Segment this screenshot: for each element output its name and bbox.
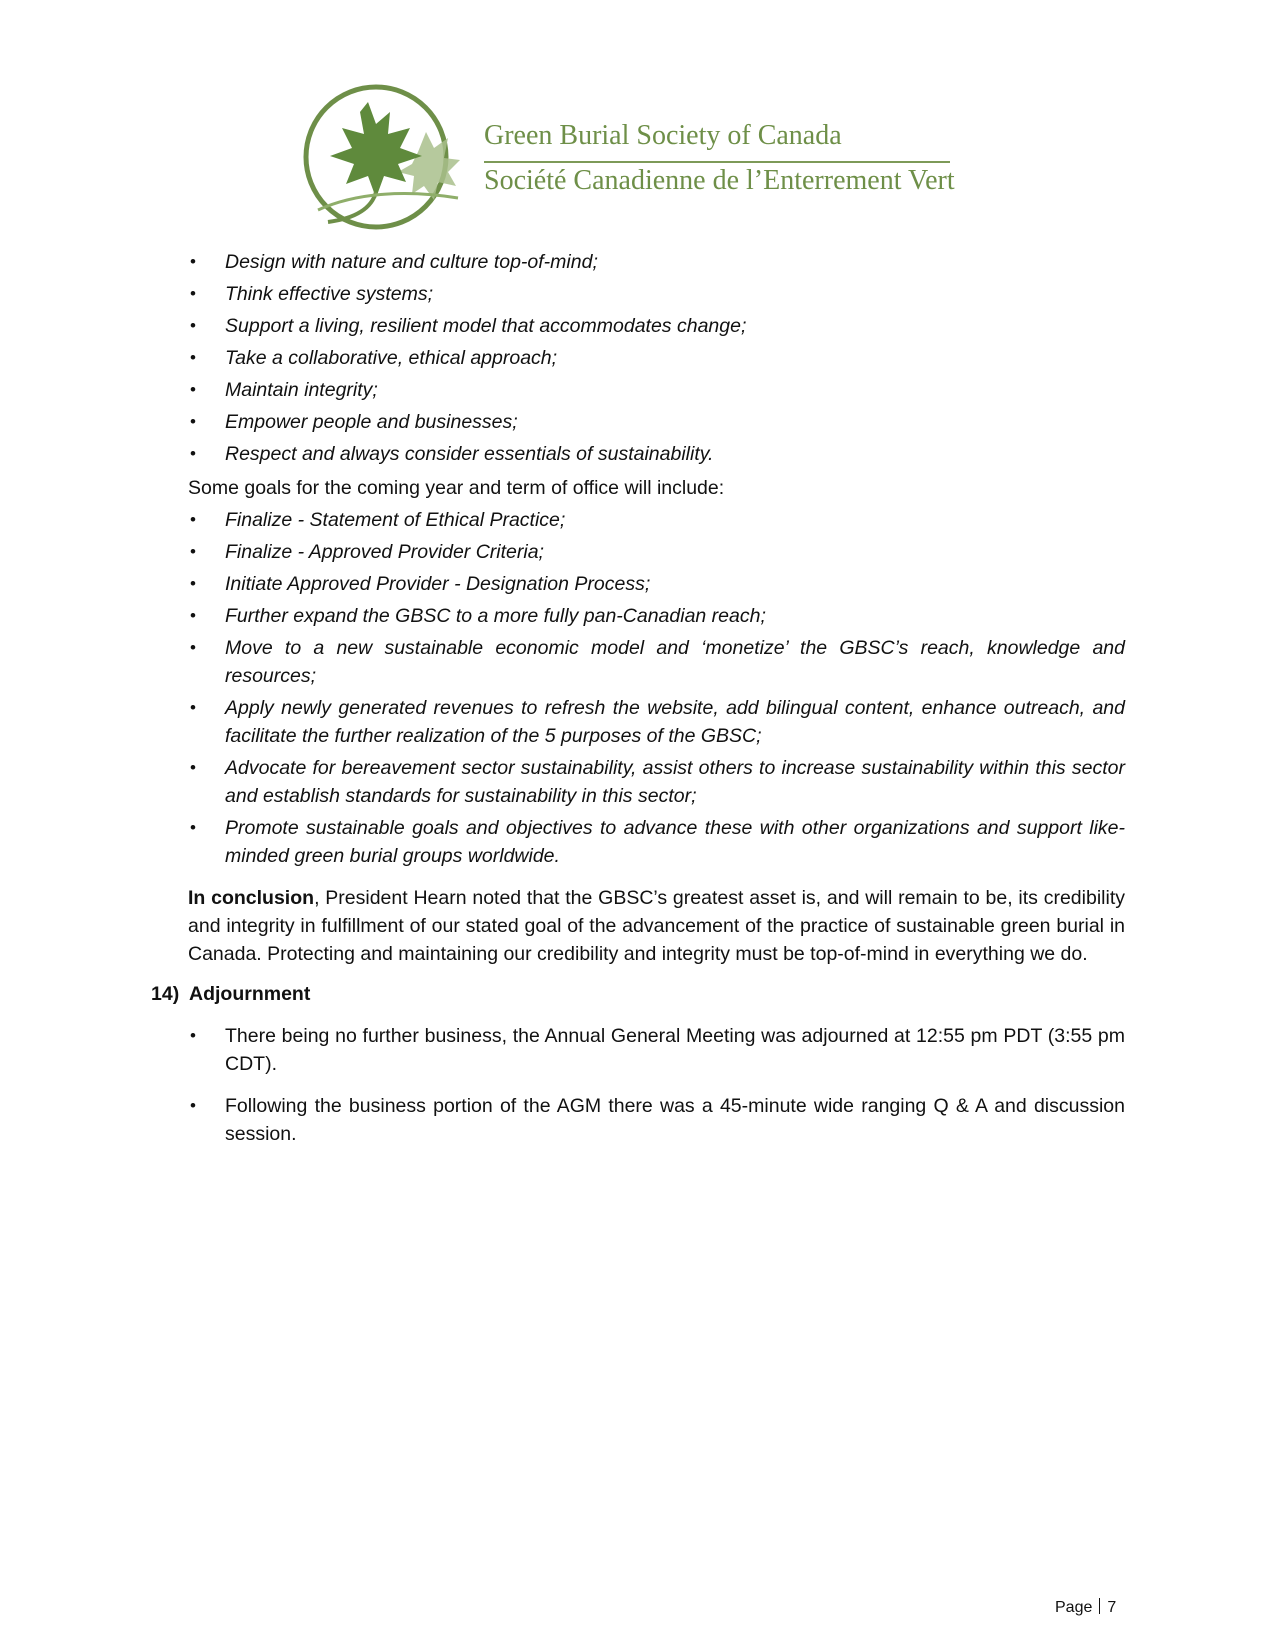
adjournment-list	[188, 1022, 1125, 1148]
logo-divider	[484, 161, 950, 163]
list-item: • Move to a new sustainable economic model and ‘monetize’ the GBSC’s reach, knowledge and resources;	[188, 634, 1125, 690]
list-item: • Design with nature and culture top-of-mind;	[188, 248, 1125, 276]
bullet-icon: •	[190, 444, 196, 463]
bullet-icon: •	[190, 1026, 196, 1045]
page-number: 7	[1107, 1599, 1117, 1616]
section-heading-adjournment	[151, 980, 1125, 1008]
list-item: • Finalize - Approved Provider Criteria;	[188, 538, 1125, 566]
conclusion-paragraph	[188, 884, 1125, 968]
bullet-icon: •	[190, 348, 196, 367]
maple-leaf-emblem-icon	[298, 72, 488, 247]
goals-list	[188, 506, 1125, 870]
bullet-icon: •	[190, 412, 196, 431]
bullet-icon: •	[190, 698, 196, 717]
principles-list	[188, 248, 1125, 468]
list-item: • There being no further business, the Annual General Meeting was adjourned at 12:55 pm PDT (3:55 pm CDT).	[188, 1022, 1125, 1078]
bullet-icon: •	[190, 574, 196, 593]
org-name-french: Société Canadienne de l’Enterrement Vert	[484, 165, 955, 196]
bullet-icon: •	[190, 606, 196, 625]
list-item: • Further expand the GBSC to a more fully pan-Canadian reach;	[188, 602, 1125, 630]
section-number: 14)	[151, 983, 180, 1005]
footer-separator	[1099, 1598, 1100, 1614]
bullet-icon: •	[190, 758, 196, 777]
bullet-icon: •	[190, 316, 196, 335]
section-title: Adjournment	[189, 983, 311, 1005]
society-logo	[298, 72, 978, 247]
bullet-icon: •	[190, 638, 196, 657]
page-label: Page	[1055, 1599, 1093, 1616]
bullet-icon: •	[190, 1096, 196, 1115]
list-item: • Take a collaborative, ethical approach;	[188, 344, 1125, 372]
bullet-icon: •	[190, 252, 196, 271]
list-item: • Empower people and businesses;	[188, 408, 1125, 436]
list-item: • Apply newly generated revenues to refresh the website, add bilingual content, enhance outreach, and facilitate the further realization of the 5 purposes of the GBSC;	[188, 694, 1125, 750]
bullet-icon: •	[190, 284, 196, 303]
bullet-icon: •	[190, 818, 196, 837]
document-body	[151, 248, 1125, 1162]
list-item: • Finalize - Statement of Ethical Practice;	[188, 506, 1125, 534]
goals-intro: Some goals for the coming year and term of office will include:	[188, 477, 725, 499]
list-item: • Respect and always consider essentials of sustainability.	[188, 440, 1125, 468]
list-item: • Promote sustainable goals and objectives to advance these with other organizations and support like- minded green burial groups worldwide.	[188, 814, 1125, 870]
list-item: • Support a living, resilient model that accommodates change;	[188, 312, 1125, 340]
list-item: • Initiate Approved Provider - Designation Process;	[188, 570, 1125, 598]
org-name-english: Green Burial Society of Canada	[484, 120, 842, 151]
list-item: • Advocate for bereavement sector sustainability, assist others to increase sustainability within this sector and establish standards for sustainability in this sector;	[188, 754, 1125, 810]
bullet-icon: •	[190, 510, 196, 529]
conclusion-text: , President Hearn noted that the GBSC’s greatest asset is, and will remain to be, its credibility and integrity in fulfillment of our stated goal of the advancement of the practice of sustainable green burial in Canada. Protecting and maintaining our credibility and integrity must be top-of-mind in everything we do.	[188, 887, 1125, 965]
list-item: • Maintain integrity;	[188, 376, 1125, 404]
bullet-icon: •	[190, 380, 196, 399]
page-footer	[1055, 1598, 1116, 1617]
bullet-icon: •	[190, 542, 196, 561]
list-item: • Following the business portion of the AGM there was a 45-minute wide ranging Q & A and discussion session.	[188, 1092, 1125, 1148]
conclusion-lead: In conclusion	[188, 887, 315, 909]
list-item: • Think effective systems;	[188, 280, 1125, 308]
